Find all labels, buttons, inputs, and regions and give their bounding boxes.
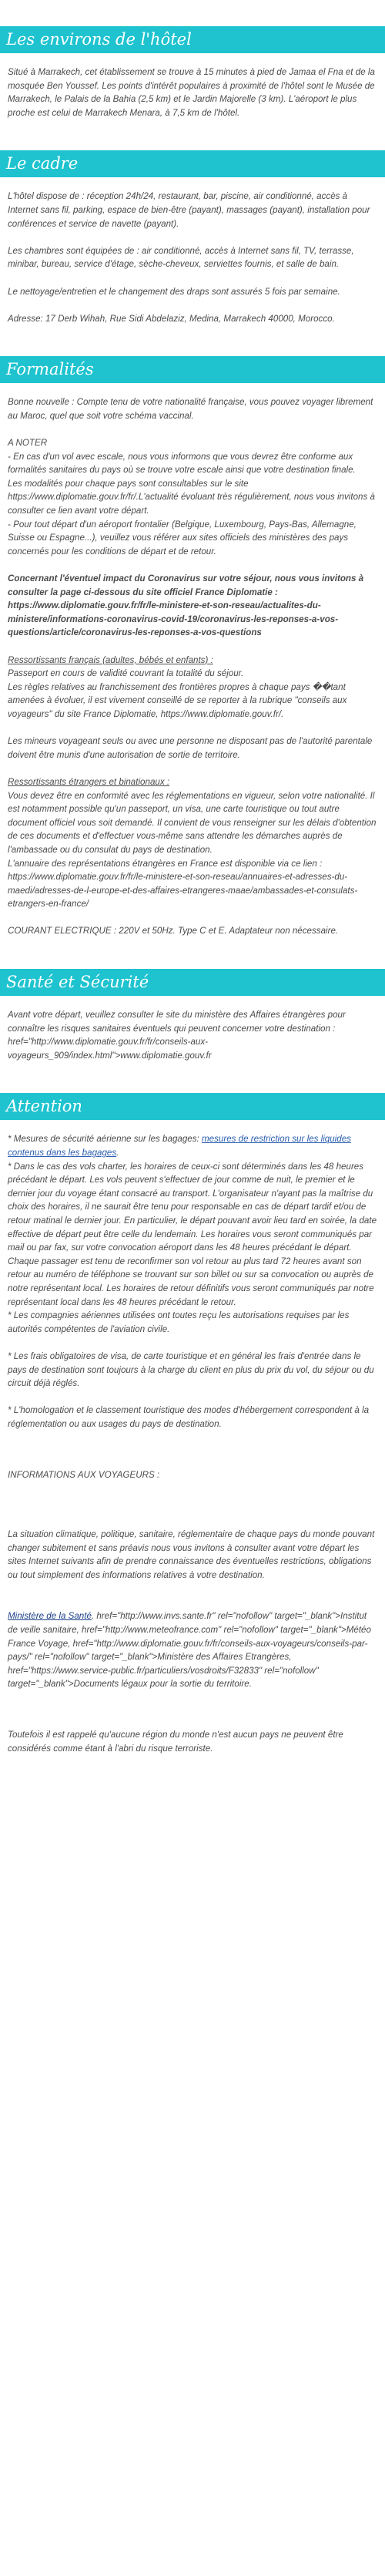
formalites-intro: Bonne nouvelle : Compte tenu de votre nationalité française, vous pouvez voyager librement au Maroc, quel que soit votre schéma vaccinal. — [8, 397, 373, 421]
french-passport: Passeport en cours de validité couvrant la totalité du séjour. — [8, 668, 244, 679]
cadre-facilities: L'hôtel dispose de : réception 24h/24, restaurant, bar, piscine, air conditionné, accès à Internet sans fil, parking, espace de bien-être (payant), massages (payant), installation pour conférences et service de navette (payant). — [8, 191, 370, 229]
terrorism-notice: Toutefois il est rappelé qu'aucune région du monde n'est aucun pays ne peuvent être considérés comme étant à l'abri du risque terroriste. — [8, 1730, 343, 1754]
minors-notice: Les mineurs voyageant seuls ou avec une personne ne disposant pas de l'autorité parentale doivent être munis d'une autorisation de sortie de territoire. — [8, 736, 373, 760]
section-header-environs: Les environs de l'hôtel — [0, 26, 385, 53]
section-header-formalites: Formalités — [0, 356, 385, 383]
foreign-regulations: Vous devez être en conformité avec les réglementations en vigueur, selon votre nationalité. Il est notamment possible qu'un passeport, un visa, une carte touristique ou tout autre document officiel vous soit demandé. Il convient de vous renseigner sur les délais d'obtention de ces documents et d'effectuer vous-même sans attendre les démarches auprès de l'ambassade ou du consulat du pays de destination. — [8, 790, 377, 855]
anoter-label: A NOTER — [8, 438, 48, 449]
covid-notice: Concernant l'éventuel impact du Coronavirus sur votre séjour, nous vous invitons à consulter la page ci-dessous du site officiel France Diplomatie : https://www.diplomatie.gouv.fr/fr/le-ministere-et-son-reseau/actualites-du-ministere/informations-coronavirus-covid-19/coronavirus-les-reponses-a-vos-questions/article/coronavirus-les-reponses-a-vos-questions — [8, 573, 364, 638]
travellers-situation: La situation climatique, politique, sanitaire, réglementaire de chaque pays du monde pouvant changer subitement et sans préavis nous vous invitons à consulter avant votre départ les sites Internet suivants afin de prendre connaissance des éventuelles restrictions, obligations ou tout simplement des informations relatives à votre destination. — [8, 1529, 375, 1580]
environs-text: Situé à Marrakech, cet établissement se trouve à 15 minutes à pied de Jamaa el Fna et de la mosquée Ben Youssef. Les points d'intérêt populaires à proximité de l'hôtel sont le Musée de Marrakech, le Palais de la Bahia (2,5 km) et le Jardin Majorelle (3 km). L'aéroport le plus proche est celui de Marrakech Menara, à 7,5 km de l'hôtel. — [8, 67, 375, 118]
security-prefix: * Mesures de sécurité aérienne sur les bagages: — [8, 1134, 202, 1145]
useful-sites — [8, 1609, 377, 1691]
electric-current: COURANT ELECTRIQUE : 220V et 50Hz. Type C et E. Adaptateur non nécessaire. — [8, 926, 339, 937]
section-header-cadre: Le cadre — [0, 150, 385, 177]
cadre-rooms: Les chambres sont équipées de : air conditionné, accès à Internet sans fil, TV, terrasse, minibar, bureau, service d'étage, sèche-cheveux, serviettes fournis, et salle de bain. — [8, 245, 354, 270]
anoter-frontalier: - Pour tout départ d'un aéroport frontalier (Belgique, Luxembourg, Pays-Bas, Allemagne, Suisse ou Espagne...), veuillez vous référer aux sites officiels des ministères des pays concernés pour les conditions de départ et de retour. — [8, 519, 357, 557]
security-measures — [8, 1132, 377, 1159]
french-nationals-label: Ressortissants français (adultes, bébés et enfants) : — [8, 654, 213, 665]
security-suffix: . — [116, 1148, 119, 1159]
mandatory-fees: * Les frais obligatoires de visa, de carte touristique et en général les frais d'entrée dans le pays de destination sont toujours à la charge du client en plus du prix du vol, du séjour ou du circuit déjà réglés. — [8, 1350, 374, 1389]
travellers-info-title: INFORMATIONS AUX VOYAGEURS : — [8, 1469, 160, 1480]
sante-text: Avant votre départ, veuillez consulter le site du ministère des Affaires étrangères pour connaître les risques sanitaires éventuels qui peuvent concerner votre destination : href="http://www.diplomatie.gouv.fr/fr/conseils-aux-voyageurs_909/index.html">www.diplomatie.gouv.fr — [8, 1010, 346, 1061]
charter-flights: * Dans le cas des vols charter, les horaires de ceux-ci sont déterminés dans les 48 heures précédant le départ. Les vols peuvent s'effectuer de jour comme de nuit, le premier et le dernier jour du voyage étant consacré au transport. L'organisateur n'ayant pas la maîtrise du choix des horaires, il ne saurait être tenu pour responsable en cas de départ tardif et/ou de retour matinal le dernier jour. En particulier, le départ pouvant avoir lieu tard en soirée, la date effective de départ peut être celle du lendemain. Les horaires vous seront communiqués par mail ou par fax, sur votre convocation aéroport dans les 48 heures précédant le départ. Chaque passager est tenu de reconfirmer son vol retour au plus tard 72 heures avant son retour au numéro de téléphone se trouvant sur son billet ou sur sa convocation ou auprès de notre représentant local. Les horaires de retour définitifs vous seront communiqués par notre représentant local dans les 48 heures précédant le retour. — [8, 1161, 377, 1307]
liquids-restriction-link[interactable]: mesures de restriction sur les liquides contenus dans les bagages — [8, 1134, 351, 1159]
cadre-address: Adresse: 17 Derb Wihah, Rue Sidi Abdelaziz, Medina, Marrakech 40000, Morocco. — [8, 313, 335, 324]
section-header-sante: Santé et Sécurité — [0, 969, 385, 996]
ministry-health-link[interactable]: Ministère de la Santé — [8, 1611, 92, 1622]
accommodation-homologation: * L'homologation et le classement touristique des modes d'hébergement correspondent à la réglementation ou aux usages du pays de destination. — [8, 1405, 370, 1429]
french-rules: Les règles relatives au franchissement des frontières propres à chaque pays ��tant amenées à évoluer, il est vivement conseillé de se reporter à la rubrique "conseils aux voyageurs" du site France Diplomatie, https://www.diplomatie.gouv.fr/. — [8, 681, 347, 719]
useful-sites-rest: . href="http://www.invs.sante.fr" rel="nofollow" target="_blank">Institut de veille sanitaire, href="http://www.meteofrance.com" rel="nofollow" target="_blank">Météo France Voyage, href="http://www.diplomatie.gouv.fr/fr/conseils-aux-voyageurs/conseils-par-pays/" rel="nofollow" target="_blank">Ministère des Affaires Etrangères, href="https://www.service-public.fr/particuliers/vosdroits/F32833" rel="nofollow" target="_blank">Documents légaux pour la sortie du territoire. — [8, 1611, 371, 1690]
airlines-authorization: * Les compagnies aériennes utilisées ont toutes reçu les autorisations requises par les autorités compétentes de l'aviation civile. — [8, 1310, 350, 1334]
section-header-attention: Attention — [0, 1093, 385, 1120]
foreign-directory: L'annuaire des représentations étrangères en France est disponible via ce lien : https://www.diplomatie.gouv.fr/fr/le-ministere-et-son-reseau/annuaires-et-adresses-du-maedi/adresses-de-l-europe-et-des-affaires-etrangeres-maae/ambassades-et-consulats-etrangers-en-france/ — [8, 858, 358, 910]
anoter-escale: - En cas d'un vol avec escale, nous vous informons que vous devrez être conforme aux formalités sanitaires du pays où se trouve votre escale ainsi que votre destination finale. — [8, 451, 356, 476]
foreign-nationals-label: Ressortissants étrangers et binationaux : — [8, 776, 170, 787]
cadre-cleaning: Le nettoyage/entretien et le changement des draps sont assurés 5 fois par semaine. — [8, 286, 340, 297]
anoter-modalites: Les modalités pour chaque pays sont consultables sur le site https://www.diplomatie.gouv.fr/fr/.L'actualité évoluant très régulièrement, nous vous invitons à consulter ce lien avant votre départ. — [8, 478, 375, 516]
